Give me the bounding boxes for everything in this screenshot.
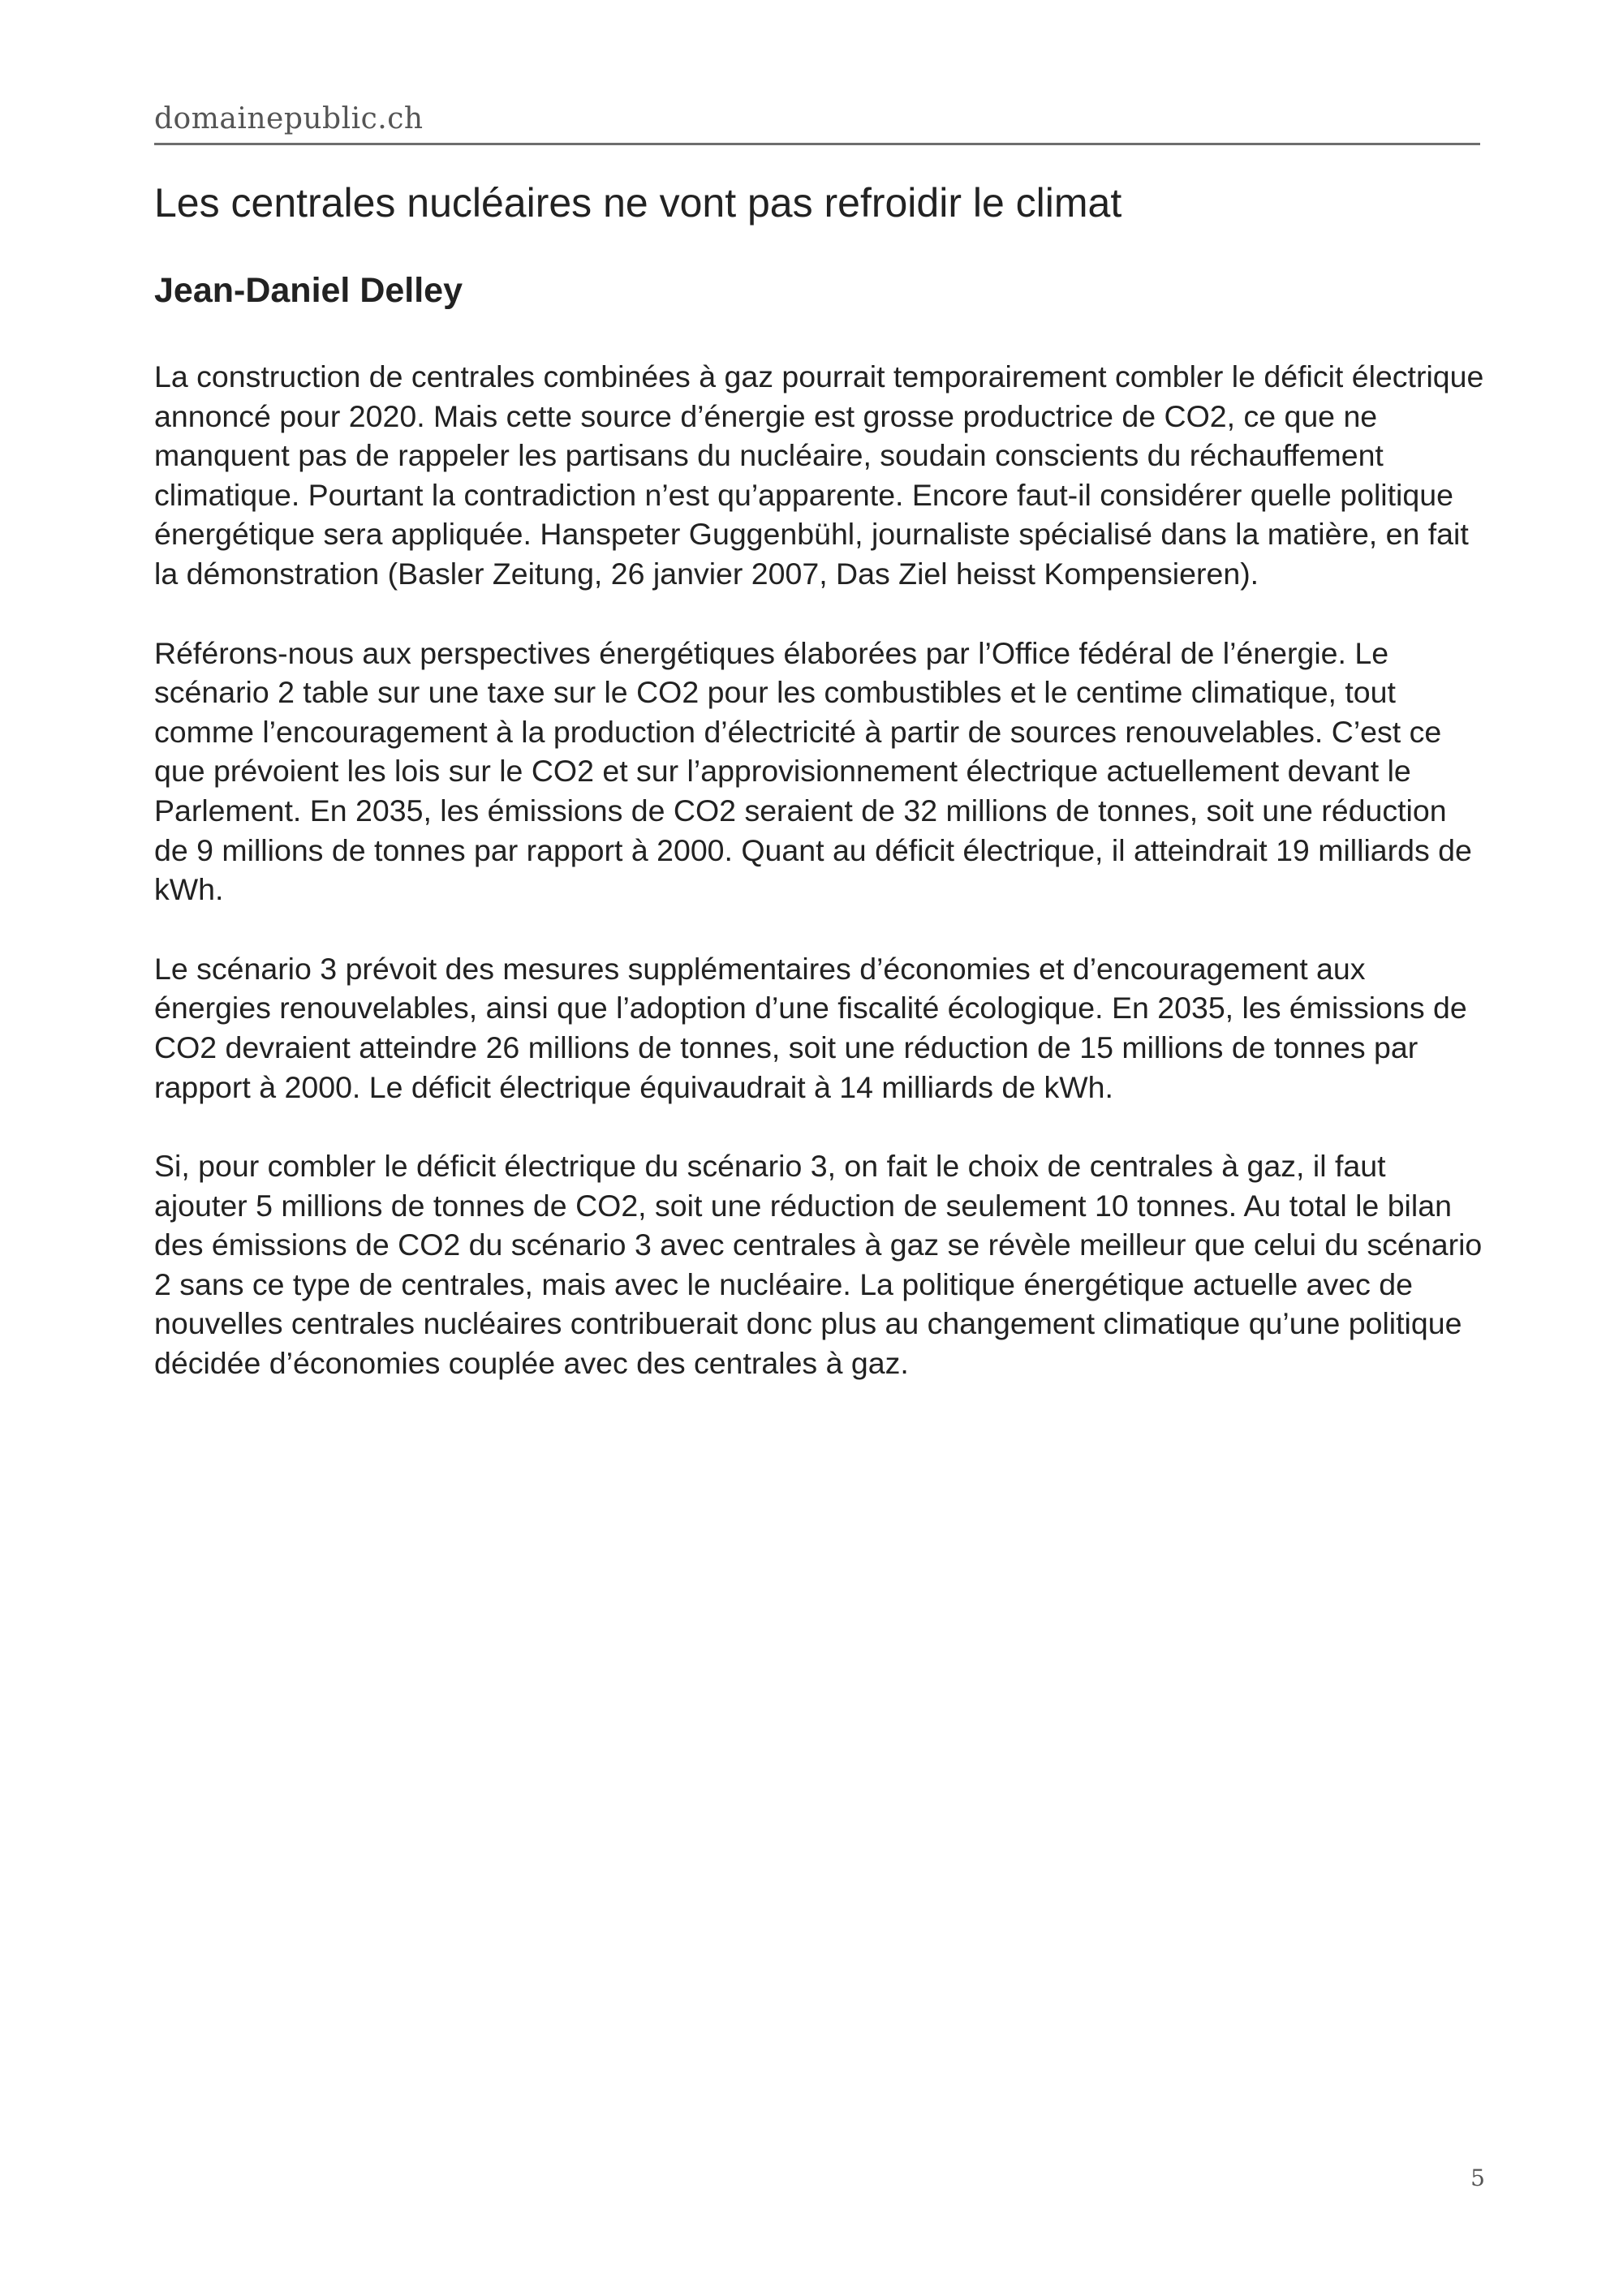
article-title: Les centrales nucléaires ne vont pas refroidir le climat [154, 180, 1122, 226]
page-header [154, 96, 1480, 145]
article-author: Jean-Daniel Delley [154, 271, 463, 310]
article-body [154, 357, 1487, 1423]
site-name: domainepublic.ch [154, 102, 424, 135]
paragraph-4: Si, pour combler le déficit électrique du scénario 3, on fait le choix de centrales à gaz, il faut ajouter 5 millions de tonnes de CO2, soit une réduction de seulement 10 tonnes. Au total le bilan des émissions de CO2 du scénario 3 avec centrales à gaz se révèle meilleur que celui du scénario 2 sans ce type de centrales, mais avec le nucléaire. La politique énergétique actuelle avec de nouvelles centrales nucléaires contribuerait donc plus au changement climatique qu’une politique décidée d’économies couplée avec des centrales à gaz. [154, 1149, 1483, 1381]
paragraph-2: Référons-nous aux perspectives énergétiques élaborées par l’Office fédéral de l’énergie. Le scénario 2 table sur une taxe sur le CO2 pour les combustibles et le centime climatique, tout comme l’encouragement à la production d’électricité à partir de sources renouvelables. C’est ce que prévoient les lois sur le CO2 et sur l’approvisionnement électrique actuellement devant le Parlement. En 2035, les émissions de CO2 seraient de 32 millions de tonnes, soit une réduction de 9 millions de tonnes par rapport à 2000. Quant au déficit électrique, il atteindrait 19 milliards de kWh. [154, 635, 1472, 907]
paragraph-1: La construction de centrales combinées à gaz pourrait temporairement combler le déficit électrique annoncé pour 2020. Mais cette source d’énergie est grosse productrice de CO2, ce que ne manquent pas de rappeler les partisans du nucléaire, soudain conscients du réchauffement climatique. Pourtant la contradiction n’est qu’apparente. Encore faut-il considérer quelle politique énergétique sera appliquée. Hanspeter Guggenbühl, journaliste spécialisé dans la matière, en fait la démonstration (Basler Zeitung, 26 janvier 2007, Das Ziel heisst Kompensieren). [154, 359, 1484, 591]
page-number: 5 [1470, 2165, 1485, 2191]
paragraph-3: Le scénario 3 prévoit des mesures supplémentaires d’économies et d’encouragement aux énergies renouvelables, ainsi que l’adoption d’une fiscalité écologique. En 2035, les émissions de CO2 devraient atteindre 26 millions de tonnes, soit une réduction de 15 millions de tonnes par rapport à 2000. Le déficit électrique équivaudrait à 14 milliards de kWh. [154, 951, 1467, 1104]
